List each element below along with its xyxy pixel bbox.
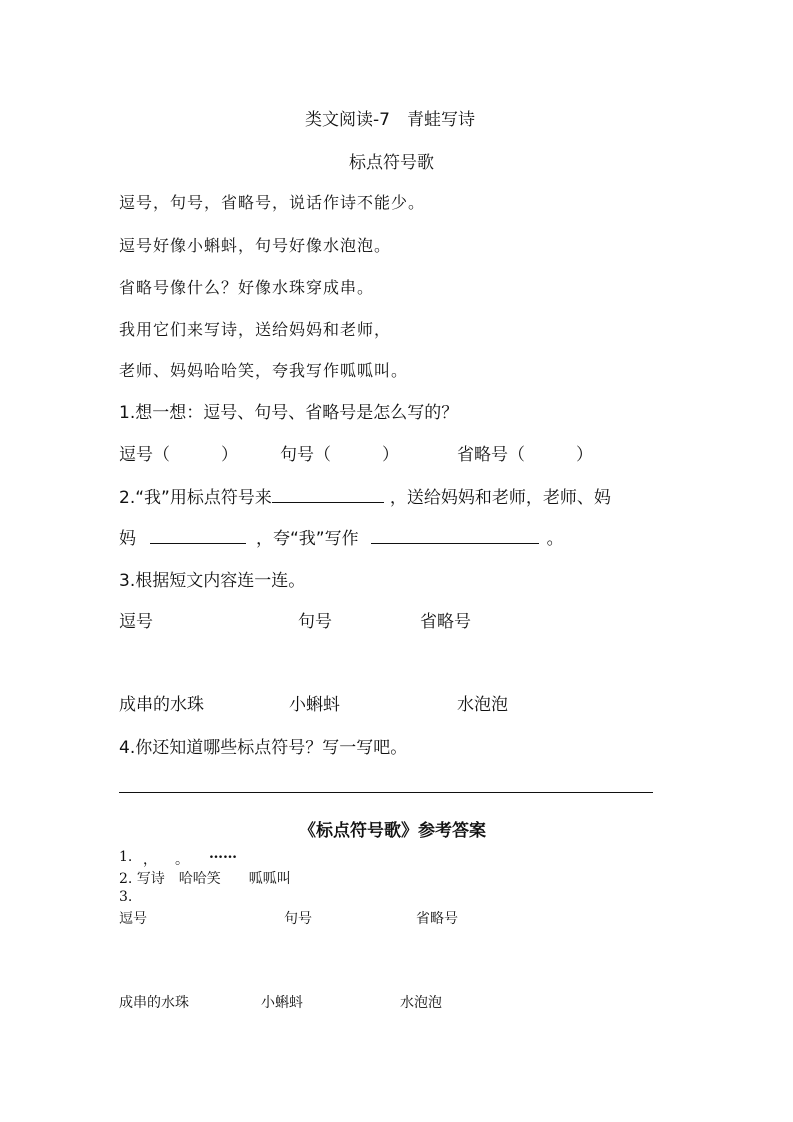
poem-line-5: 老师、妈妈哈哈笑，夸我写作呱呱叫。 — [119, 361, 409, 380]
match-bottom-beads[interactable]: 成串的水珠 — [119, 695, 204, 715]
answer-3-top-comma: 逗号 — [119, 911, 147, 927]
answer-3-top-ellipsis: 省略号 — [416, 911, 458, 927]
answer-1-comma: ， — [143, 852, 157, 868]
answer-1-period: 。 — [175, 852, 189, 868]
poem-line-4: 我用它们来写诗，送给妈妈和老师， — [119, 320, 392, 339]
answer-key-title: 《标点符号歌》参考答案 — [299, 821, 486, 841]
question-1-period: 句号（ ） — [280, 445, 399, 465]
match-bottom-bubble[interactable]: 水泡泡 — [457, 695, 508, 715]
question-1-ellipsis: 省略号（ ） — [457, 445, 593, 465]
answer-3-bottom-tadpole: 小蝌蚪 — [261, 995, 303, 1011]
answer-1-label: 1. — [119, 849, 133, 865]
question-2-text-d: ，夸“我”写作 — [256, 529, 359, 549]
answer-3-bottom-bubble: 水泡泡 — [400, 995, 442, 1011]
answer-3-top-period: 句号 — [284, 911, 312, 927]
question-2-text-b: ，送给妈妈和老师，老师、妈 — [389, 488, 611, 508]
match-top-period[interactable]: 句号 — [298, 612, 332, 632]
answer-3-bottom-beads: 成串的水珠 — [119, 995, 189, 1011]
question-1-comma: 逗号（ ） — [119, 445, 238, 465]
answer-blank-3[interactable] — [371, 525, 539, 544]
question-4-prompt: 4.你还知道哪些标点符号？写一写吧。 — [119, 738, 408, 758]
question-1-prompt: 1.想一想：逗号、句号、省略号是怎么写的？ — [119, 403, 459, 423]
match-top-comma[interactable]: 逗号 — [119, 612, 153, 632]
question-3-prompt: 3.根据短文内容连一连。 — [119, 571, 306, 591]
question-2-text-e: 。 — [546, 529, 564, 549]
match-bottom-tadpole[interactable]: 小蝌蚪 — [289, 695, 340, 715]
answer-3-label: 3. — [119, 889, 133, 905]
poem-line-2: 逗号好像小蝌蚪，句号好像水泡泡。 — [119, 236, 392, 255]
question-2-line-2 — [119, 524, 564, 549]
question-2-line-1 — [119, 483, 611, 508]
page-title: 类文阅读-7 青蛙写诗 — [305, 110, 475, 130]
answer-blank-1[interactable] — [272, 484, 384, 503]
answer-2: 2. 写诗 哈哈笑 呱呱叫 — [119, 871, 291, 887]
poem-line-3: 省略号像什么？好像水珠穿成串。 — [119, 278, 375, 297]
question-2-text-c: 妈 — [119, 529, 136, 549]
match-top-ellipsis[interactable]: 省略号 — [420, 612, 471, 632]
answer-line[interactable] — [119, 792, 653, 793]
question-2-text-a: 2.“我”用标点符号来 — [119, 488, 272, 508]
page-subtitle: 标点符号歌 — [349, 153, 434, 173]
answer-1-ellipsis: …… — [209, 846, 237, 862]
poem-line-1: 逗号，句号，省略号，说话作诗不能少。 — [119, 193, 426, 212]
answer-blank-2[interactable] — [150, 525, 246, 544]
